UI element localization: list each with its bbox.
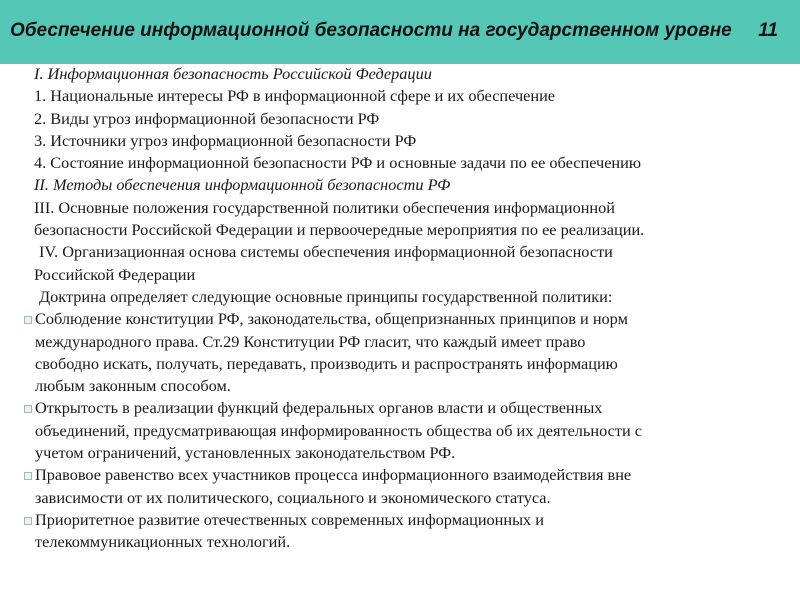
section-1-item: 2. Виды угроз информационной безопасности РФ (34, 108, 380, 128)
principle-item (0, 308, 790, 397)
principle-line: Приоритетное развитие отечественных современных информационных и (35, 509, 544, 529)
principle-line: Правовое равенство всех участников процесса информационного взаимодействия вне (35, 465, 632, 485)
principle-line: международного права. Ст.29 Конституции РФ гласит, что каждый имеет право (35, 331, 586, 351)
principle-line: учетом ограничений, установленных законодательством РФ. (35, 443, 456, 463)
slide-number: 11 (758, 20, 778, 41)
square-bullet-icon (24, 517, 32, 525)
section-1-item: 3. Источники угроз информационной безопасности РФ (34, 130, 417, 150)
principle-line: Открытость в реализации функций федеральных органов власти и общественных (35, 398, 603, 418)
slide-body (0, 63, 790, 554)
principle-line: объединений, предусматривающая информированность общества об их деятельности с (35, 420, 642, 440)
section-2-heading: II. Методы обеспечения информационной безопасности РФ (34, 175, 451, 195)
principle-line: телекоммуникационных технологий. (35, 532, 291, 552)
section-4-heading-line: Российской Федерации (34, 264, 196, 284)
square-bullet-icon (24, 472, 32, 480)
section-4-heading-line: IV. Организационная основа системы обеспечения информационной безопасности (39, 242, 613, 262)
square-bullet-icon (24, 316, 32, 324)
slide-title: Обеспечение информационной безопасности на государственном уровне (10, 20, 732, 41)
principle-item (0, 509, 790, 554)
principle-item (0, 397, 790, 464)
principle-item (0, 464, 790, 509)
section-3-heading-line: безопасности Российской Федерации и первоочередные мероприятия по ее реализации. (34, 220, 645, 240)
principle-line: свободно искать, получать, передавать, производить и распространять информацию (35, 353, 618, 373)
principle-line: любым законным способом. (35, 376, 231, 396)
principle-line: зависимости от их политического, социального и экономического статуса. (35, 487, 551, 507)
slide-header (0, 0, 800, 64)
section-3-heading-line: III. Основные положения государственной политики обеспечения информационной (34, 197, 616, 217)
section-1-heading: I. Информационная безопасность Российской Федерации (34, 64, 432, 83)
doctrine-intro: Доктрина определяет следующие основные принципы государственной политики: (39, 286, 613, 306)
section-1-item: 1. Национальные интересы РФ в информационной сфере и их обеспечение (34, 86, 556, 106)
square-bullet-icon (24, 405, 32, 413)
principle-line: Соблюдение конституции РФ, законодательства, общепризнанных принципов и норм (35, 309, 628, 329)
section-1-item: 4. Состояние информационной безопасности РФ и основные задачи по ее обеспечению (34, 153, 642, 173)
